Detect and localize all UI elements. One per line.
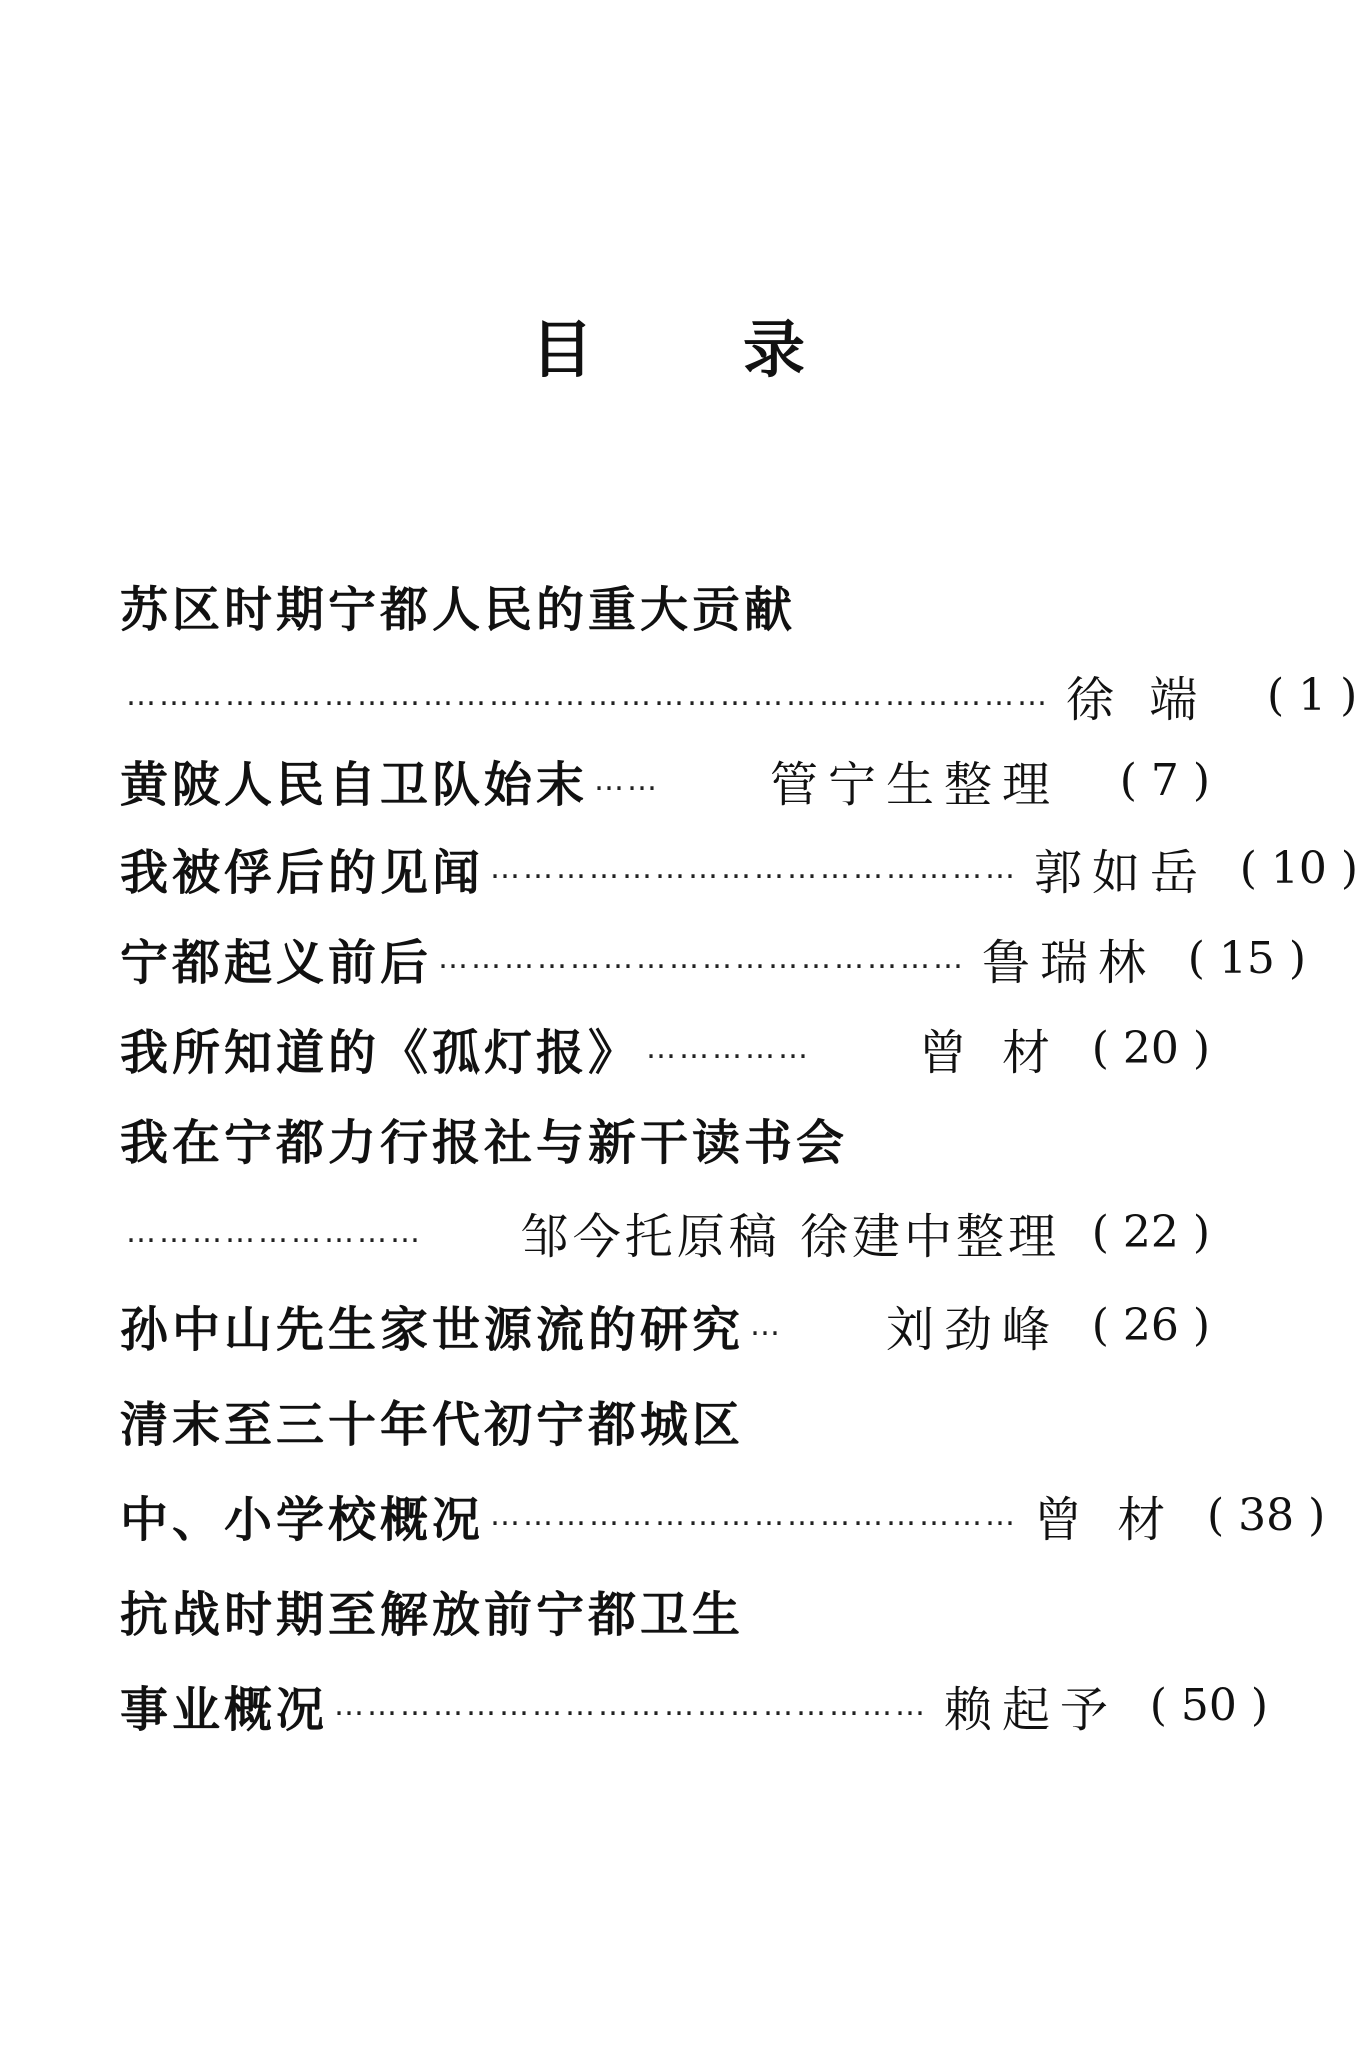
title-char-1: 目 (530, 313, 593, 386)
entry-title: 清末至三十年代初宁都城区 (120, 1396, 745, 1453)
entry-title: 苏区时期宁都人民的重大贡献 (120, 581, 797, 638)
entry-page: ( 15 ) (1187, 932, 1307, 984)
entry-author: 邹今托原稿 徐建中整理 (520, 1208, 1060, 1265)
title-char-2: 录 (743, 313, 806, 386)
toc-entry-5[interactable] (120, 1008, 1210, 1088)
leader-dots: ………………………………………… (490, 1497, 1019, 1533)
toc-entry-7[interactable] (120, 1285, 1210, 1365)
leader-dots: ……………………… (126, 1214, 423, 1250)
entry-page: ( 10 ) (1239, 842, 1358, 894)
toc-entry-6-line-2[interactable] (120, 1192, 1210, 1272)
leader-dots: …… (594, 762, 661, 798)
toc-entry-2[interactable] (120, 740, 1210, 820)
entry-title: 我在宁都力行报社与新干读书会 (120, 1114, 849, 1171)
entry-title: 我被俘后的见闻 (120, 844, 485, 901)
entry-page: ( 7 ) (1119, 754, 1210, 806)
toc-entry-3[interactable] (120, 828, 1358, 908)
entry-page: ( 38 ) (1206, 1489, 1326, 1541)
toc-entry-6-line-1[interactable] (120, 1098, 1210, 1178)
entry-page: ( 50 ) (1149, 1679, 1269, 1731)
leader-dots: ………………………………………… (438, 940, 967, 976)
entry-page: ( 26 ) (1091, 1299, 1210, 1351)
entry-title: 抗战时期至解放前宁都卫生 (120, 1586, 745, 1643)
entry-author: 刘劲峰 (885, 1301, 1060, 1358)
leader-dots: ………………………………………… (490, 850, 1019, 886)
entry-author: 郭如岳 (1034, 844, 1209, 901)
entry-author: 徐 端 (1066, 671, 1208, 728)
entry-title: 事业概况 (120, 1681, 329, 1738)
toc-entry-8-line-1[interactable] (120, 1380, 1210, 1460)
entry-title: 黄陂人民自卫队始末 (120, 756, 589, 813)
entry-author: 鲁瑞林 (982, 934, 1157, 991)
entry-title: 宁都起义前后 (120, 934, 433, 991)
entry-page: ( 1 ) (1266, 669, 1358, 721)
toc-entry-1-line-1[interactable] (120, 565, 1210, 645)
toc-entry-9-line-1[interactable] (120, 1570, 1210, 1650)
leader-dots: … (750, 1307, 784, 1343)
toc-entry-9-line-2[interactable] (120, 1665, 1269, 1745)
entry-page: ( 20 ) (1091, 1022, 1210, 1074)
entry-author: 曾 材 (1034, 1491, 1176, 1548)
leader-dots: ………………………………………………………………………… (126, 677, 1050, 713)
toc-entry-8-line-2[interactable] (120, 1475, 1326, 1555)
entry-title: 我所知道的《孤灯报》 (120, 1024, 641, 1081)
entry-author: 管宁生整理 (769, 756, 1060, 813)
entry-title: 中、小学校概况 (120, 1491, 485, 1548)
leader-dots: ……………………………………………… (334, 1687, 929, 1723)
leader-dots: …………… (646, 1030, 812, 1066)
page-title (0, 300, 1336, 389)
toc-entry-1-line-2[interactable] (120, 655, 1358, 735)
entry-author: 曾 材 (918, 1024, 1060, 1081)
entry-page: ( 22 ) (1091, 1206, 1210, 1258)
toc-entry-4[interactable] (120, 918, 1307, 998)
entry-title: 孙中山先生家世源流的研究 (120, 1301, 745, 1358)
entry-author: 赖起予 (944, 1681, 1119, 1738)
